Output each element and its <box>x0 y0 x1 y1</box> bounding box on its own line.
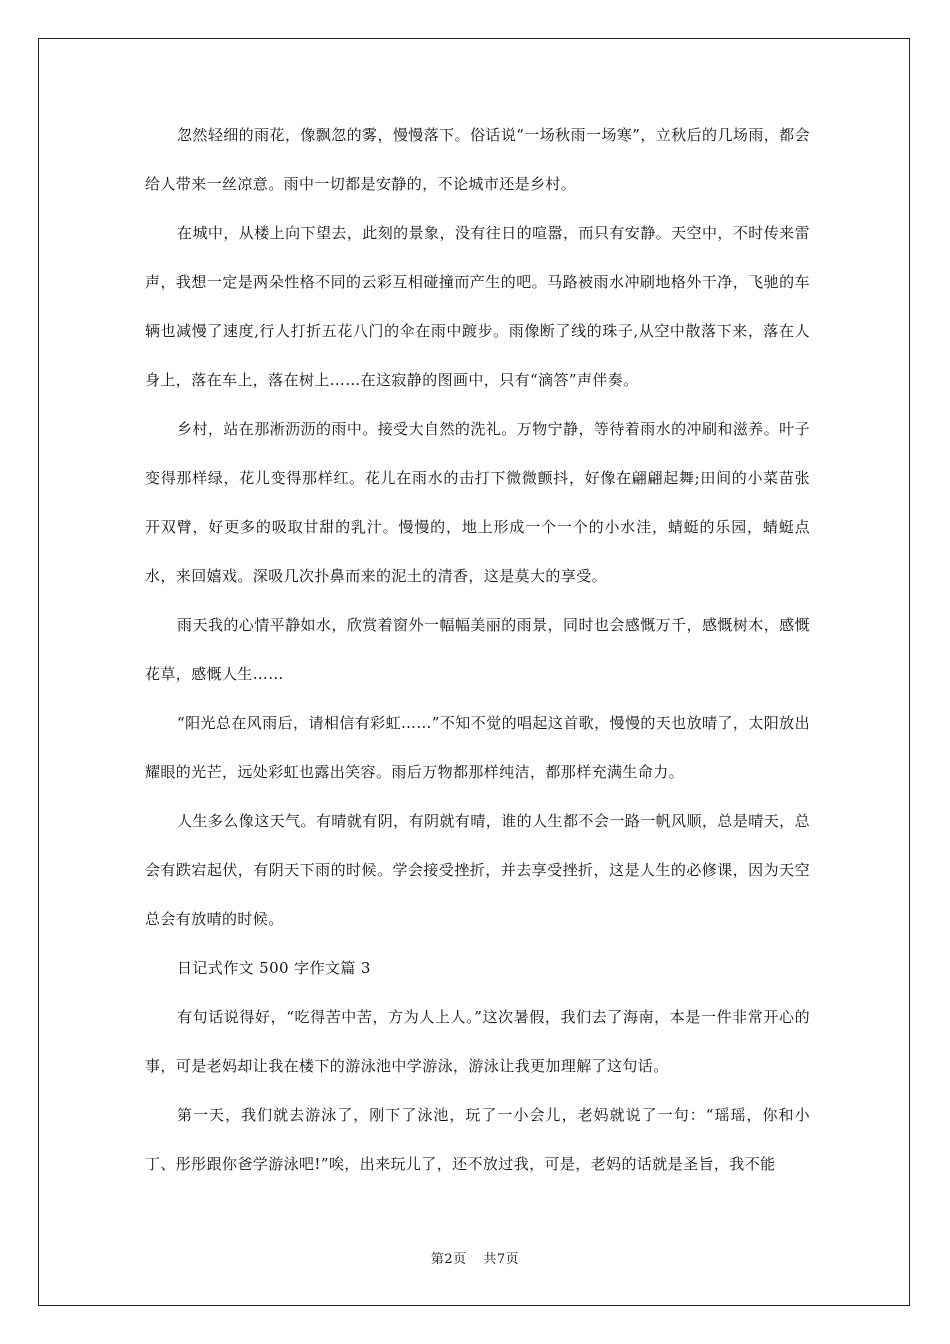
paragraph: 第一天，我们就去游泳了，刚下了泳池，玩了一小会儿，老妈就说了一句：“瑶瑶，你和小丁、彤彤跟你爸学游泳吧!”唉，出来玩儿了，还不放过我，可是，老妈的话就是圣旨，我不能 <box>145 1106 810 1173</box>
paragraph: 有句话说得好，“吃得苦中苦，方为人上人。”这次暑假，我们去了海南，本是一件非常开心的事，可是老妈却让我在楼下的游泳池中学游泳，游泳让我更加理解了这句话。 <box>145 1008 810 1075</box>
page-number: 第2页 <box>430 1252 467 1267</box>
paragraph: 乡村，站在那淅沥沥的雨中。接受大自然的洗礼。万物宁静，等待着雨水的冲刷和滋养。叶子变得那样绿，花儿变得那样红。花儿在雨水的击打下微微颤抖，好像在翩翩起舞;田间的小菜苗张开双臂，好更多的吸取甘甜的乳汁。慢慢的，地上形成一个一个的小水洼，蜻蜓的乐园，蜻蜓点水，来回嬉戏。深吸几次扑鼻而来的泥土的清香，这是莫大的享受。 <box>145 420 810 585</box>
paragraph: 雨天我的心情平静如水，欣赏着窗外一幅幅美丽的雨景，同时也会感慨万千，感慨树木，感慨花草，感慨人生…… <box>145 616 810 683</box>
page-total: 共7页 <box>483 1252 520 1267</box>
paragraph: 在城中，从楼上向下望去，此刻的景象，没有往日的喧嚣，而只有安静。天空中，不时传来雷声，我想一定是两朵性格不同的云彩互相碰撞而产生的吧。马路被雨水冲刷地格外干净，飞驰的车辆也减慢了速度,行人打折五花八门的伞在雨中踱步。雨像断了线的珠子,从空中散落下来，落在人身上，落在车上，落在树上……在这寂静的图画中，只有“滴答”声伴奏。 <box>145 224 810 389</box>
paragraph: “阳光总在风雨后，请相信有彩虹……”不知不觉的唱起这首歌，慢慢的天也放晴了，太阳放出耀眼的光芒，远处彩虹也露出笑容。雨后万物都那样纯洁，都那样充满生命力。 <box>145 714 810 781</box>
paragraph: 忽然轻细的雨花，像飘忽的雾，慢慢落下。俗话说“一场秋雨一场寒”，立秋后的几场雨，都会给人带来一丝凉意。雨中一切都是安静的，不论城市还是乡村。 <box>145 126 810 193</box>
paragraph: 人生多么像这天气。有晴就有阴，有阴就有晴，谁的人生都不会一路一帆风顺，总是晴天，总会有跌宕起伏，有阴天下雨的时候。学会接受挫折，并去享受挫折，这是人生的必修课，因为天空总会有放晴的时候。 <box>145 812 810 928</box>
section-heading: 日记式作文 500 字作文篇 3 <box>177 959 371 977</box>
page-footer <box>0 1248 950 1267</box>
document-body <box>145 111 810 1189</box>
